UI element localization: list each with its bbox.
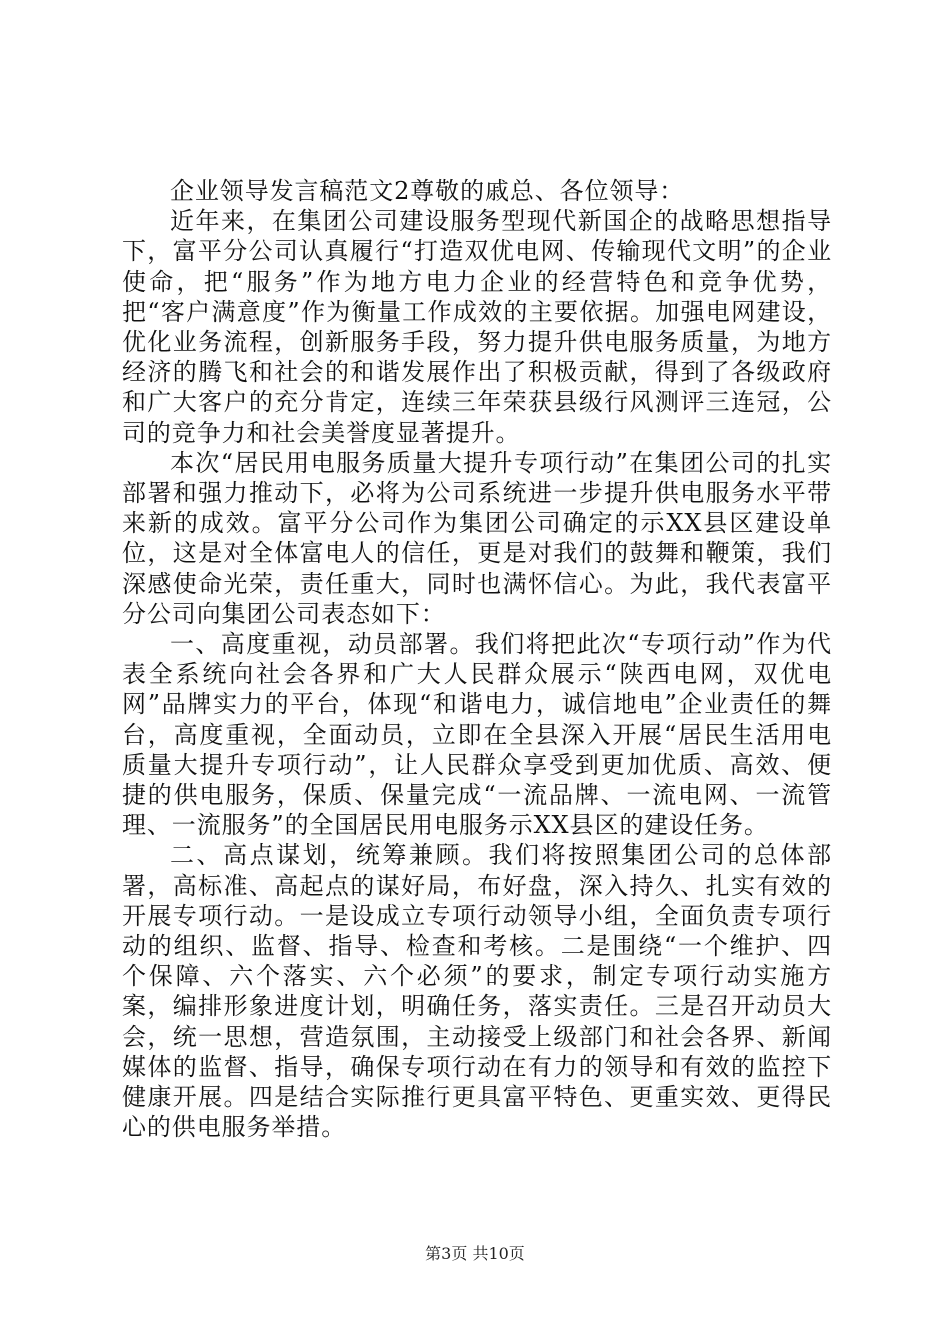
page-number-footer: 第3页 共10页: [425, 1244, 525, 1263]
paragraph-point-two: 二、高点谋划，统筹兼顾。我们将按照集团公司的总体部署，高标准、高起点的谋好局，布好盘，深入持久、扎实有效的开展专项行动。一是设成立专项行动领导小组，全面负责专项行动的组织、监督、指导、检查和考核。二是围绕“一个维护、四个保障、六个落实、六个必须”的要求，制定专项行动实施方案，编排形象进度计划，明确任务，落实责任。三是召开动员大会，统一思想，营造氛围，主动接受上级部门和社会各界、新闻媒体的监督、指导，确保专项行动在有力的领导和有效的监控下健康开展。四是结合实际推行更具富平特色、更重实效、更得民心的供电服务举措。: [122, 841, 832, 1142]
paragraph-campaign: 本次“居民用电服务质量大提升专项行动”在集团公司的扎实部署和强力推动下，必将为公司系统进一步提升供电服务水平带来新的成效。富平分公司作为集团公司确定的示XX县区建设单位，这是对全体富电人的信任，更是对我们的鼓舞和鞭策，我们深感使命光荣，责任重大，同时也满怀信心。为此，我代表富平分公司向集团公司表态如下：: [122, 448, 832, 628]
paragraph-intro: 近年来，在集团公司建设服务型现代新国企的战略思想指导下，富平分公司认真履行“打造双优电网、传输现代文明”的企业使命，把“服务”作为地方电力企业的经营特色和竞争优势，把“客户满意度”作为衡量工作成效的主要依据。加强电网建设，优化业务流程，创新服务手段，努力提升供电服务质量，为地方经济的腾飞和社会的和谐发展作出了积极贡献，得到了各级政府和广大客户的充分肯定，连续三年荣获县级行风测评三连冠，公司的竞争力和社会美誉度显著提升。: [122, 207, 832, 447]
document-body: [122, 176, 832, 1143]
paragraph-greeting: 企业领导发言稿范文2尊敬的戚总、各位领导：: [170, 177, 685, 205]
paragraph-point-one: 一、高度重视，动员部署。我们将把此次“专项行动”作为代表全系统向社会各界和广大人民群众展示“陕西电网，双优电网”品牌实力的平台，体现“和谐电力，诚信地电”企业责任的舞台，高度重视，全面动员，立即在全县深入开展“居民生活用电质量大提升专项行动”，让人民群众享受到更加优质、高效、便捷的供电服务，保质、保量完成“一流品牌、一流电网、一流管理、一流服务”的全国居民用电服务示XX县区的建设任务。: [122, 630, 832, 840]
